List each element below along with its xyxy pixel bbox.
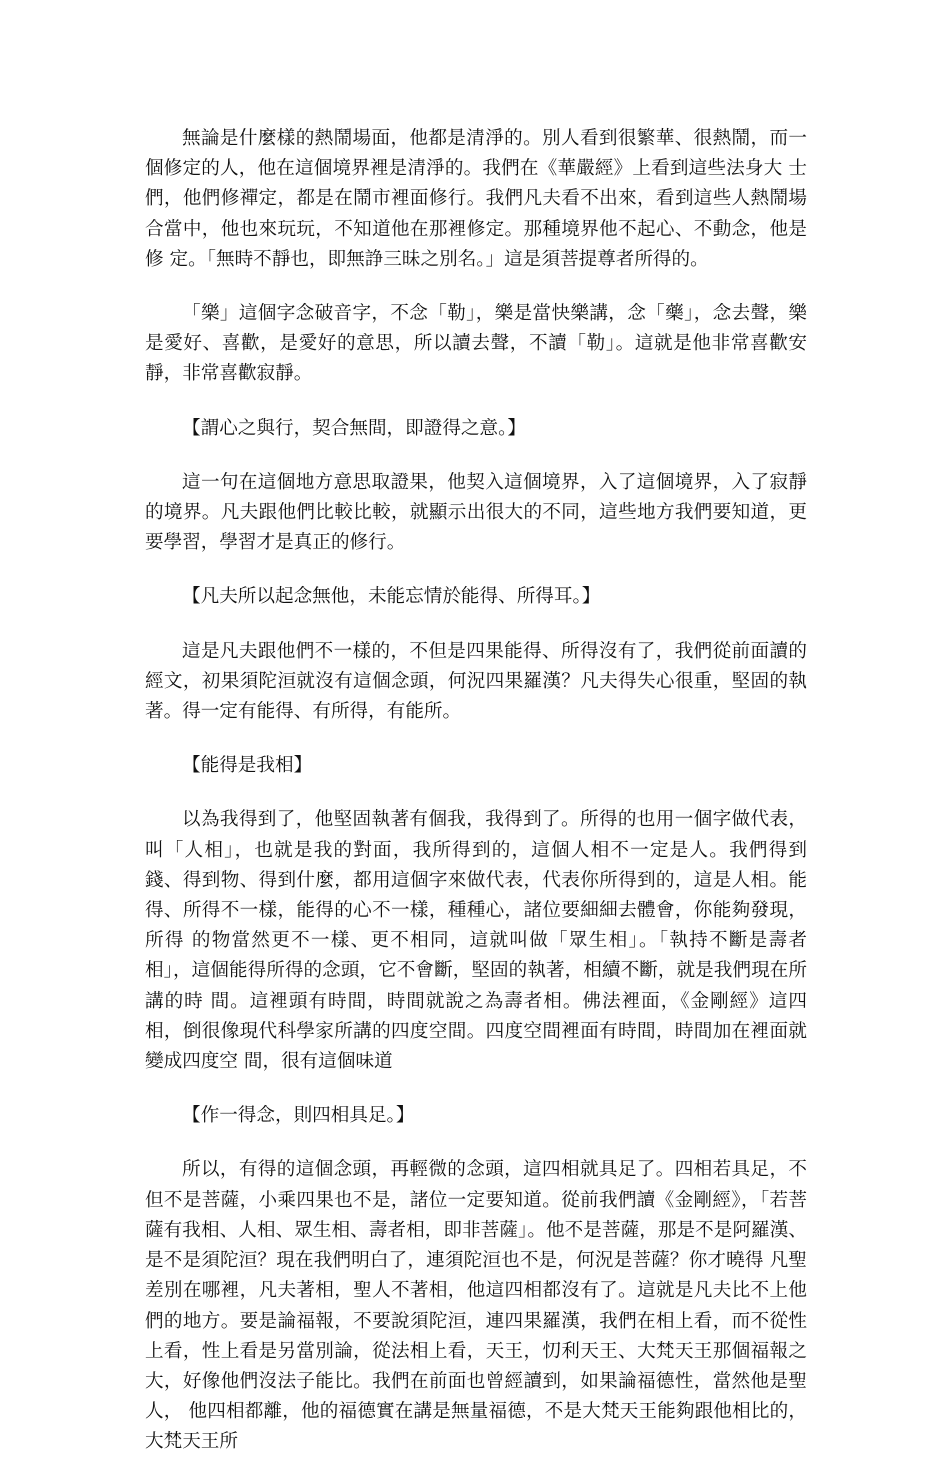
paragraph-2: 「樂」這個字念破音字，不念「勒」，樂是當快樂講，念「藥」，念去聲，樂是愛好、喜歡，是愛好的意思，所以讀去聲，不讀「勒」。這就是他非常喜歡安靜，非常喜歡寂靜。 [145, 303, 807, 385]
quote-heading-2: 【凡夫所以起念無他，未能忘情於能得、所得耳。】 [182, 586, 601, 608]
paragraph-4: 這是凡夫跟他們不一樣的，不但是四果能得、所得沒有了，我們從前面讀的經文，初果須陀洹就沒有這個念頭，何況四果羅漢？凡夫得失心很重，堅固的執著。得一定有能得、有所得，有能所。 [145, 640, 807, 723]
quote-heading-4: 【作一得念，則四相具足。】 [182, 1105, 415, 1127]
paragraph-3: 這一句在這個地方意思取證果，他契入這個境界，入了這個境界，入了寂靜的境界。凡夫跟他們比較比較，就顯示出很大的不同，這些地方我們要知道，更要學習，學習才是真正的修行。 [145, 471, 807, 554]
document-page [145, 124, 807, 1482]
paragraph-1: 無論是什麼樣的熱鬧場面，他都是清淨的。別人看到很繁華、很熱鬧，而一個修定的人，他在這個境界裡是清淨的。我們在《華嚴經》上看到這些法身大 士們，他們修禪定，都是在鬧市裡面修行。我們凡夫看不出來，看到這些人熱鬧場合當中，他也來玩玩，不知道他在那裡修定。那種境界他不起心、不動念，他是修 定。「無時不靜也，即無諍三昧之別名。」這是須菩提尊者所得的。 [145, 128, 807, 270]
quote-heading-1: 【謂心之與行，契合無間，即證得之意。】 [182, 417, 526, 439]
paragraph-5: 以為我得到了，他堅固執著有個我，我得到了。所得的也用一個字做代表，叫「人相」，也就是我的對面，我所得到的，這個人相不一定是人。我們得到 錢、得到物、得到什麼，都用這個字來做代表，代表你所得到的，這是人相。能得、所得不一樣，能得的心不一樣，種種心，諸位要細細去體會，你能夠發現，所得 的物當然更不一樣、更不相同，這就叫做「眾生相」。「執持不斷是壽者相」，這個能得所得的念頭，它不會斷，堅固的執著，相續不斷，就是我們現在所講的時 間。這裡頭有時間，時間就說之為壽者相。佛法裡面，《金剛經》這四相，倒很像現代科學家所講的四度空間。四度空間裡面有時間，時間加在裡面就變成四度空 間，很有這個味道 [145, 809, 807, 1073]
quote-heading-3: 【能得是我相】 [182, 755, 313, 777]
paragraph-6: 所以，有得的這個念頭，再輕微的念頭，這四相就具足了。四相若具足，不但不是菩薩，小乘四果也不是，諸位一定要知道。從前我們讀《金剛經》，「若菩薩有我相、人相、眾生相、壽者相，即非菩薩」。他不是菩薩，那是不是阿羅漢、是不是須陀洹？現在我們明白了，連須陀洹也不是，何況是菩薩？你才曉得 凡聖差別在哪裡，凡夫著相，聖人不著相，他這四相都沒有了。這就是凡夫比不上他們的地方。要是論福報，不要說須陀洹，連四果羅漢，我們在相上看，而不從性 上看，性上看是另當別論，從法相上看，天王，忉利天王、大梵天王那個福報之大，好像他們沒法子能比。我們在前面也曾經讀到，如果論福德性，當然他是聖人， 他四相都離，他的福德實在講是無量福德，不是大梵天王能夠跟他相比的，大梵天王所 [145, 1159, 807, 1453]
